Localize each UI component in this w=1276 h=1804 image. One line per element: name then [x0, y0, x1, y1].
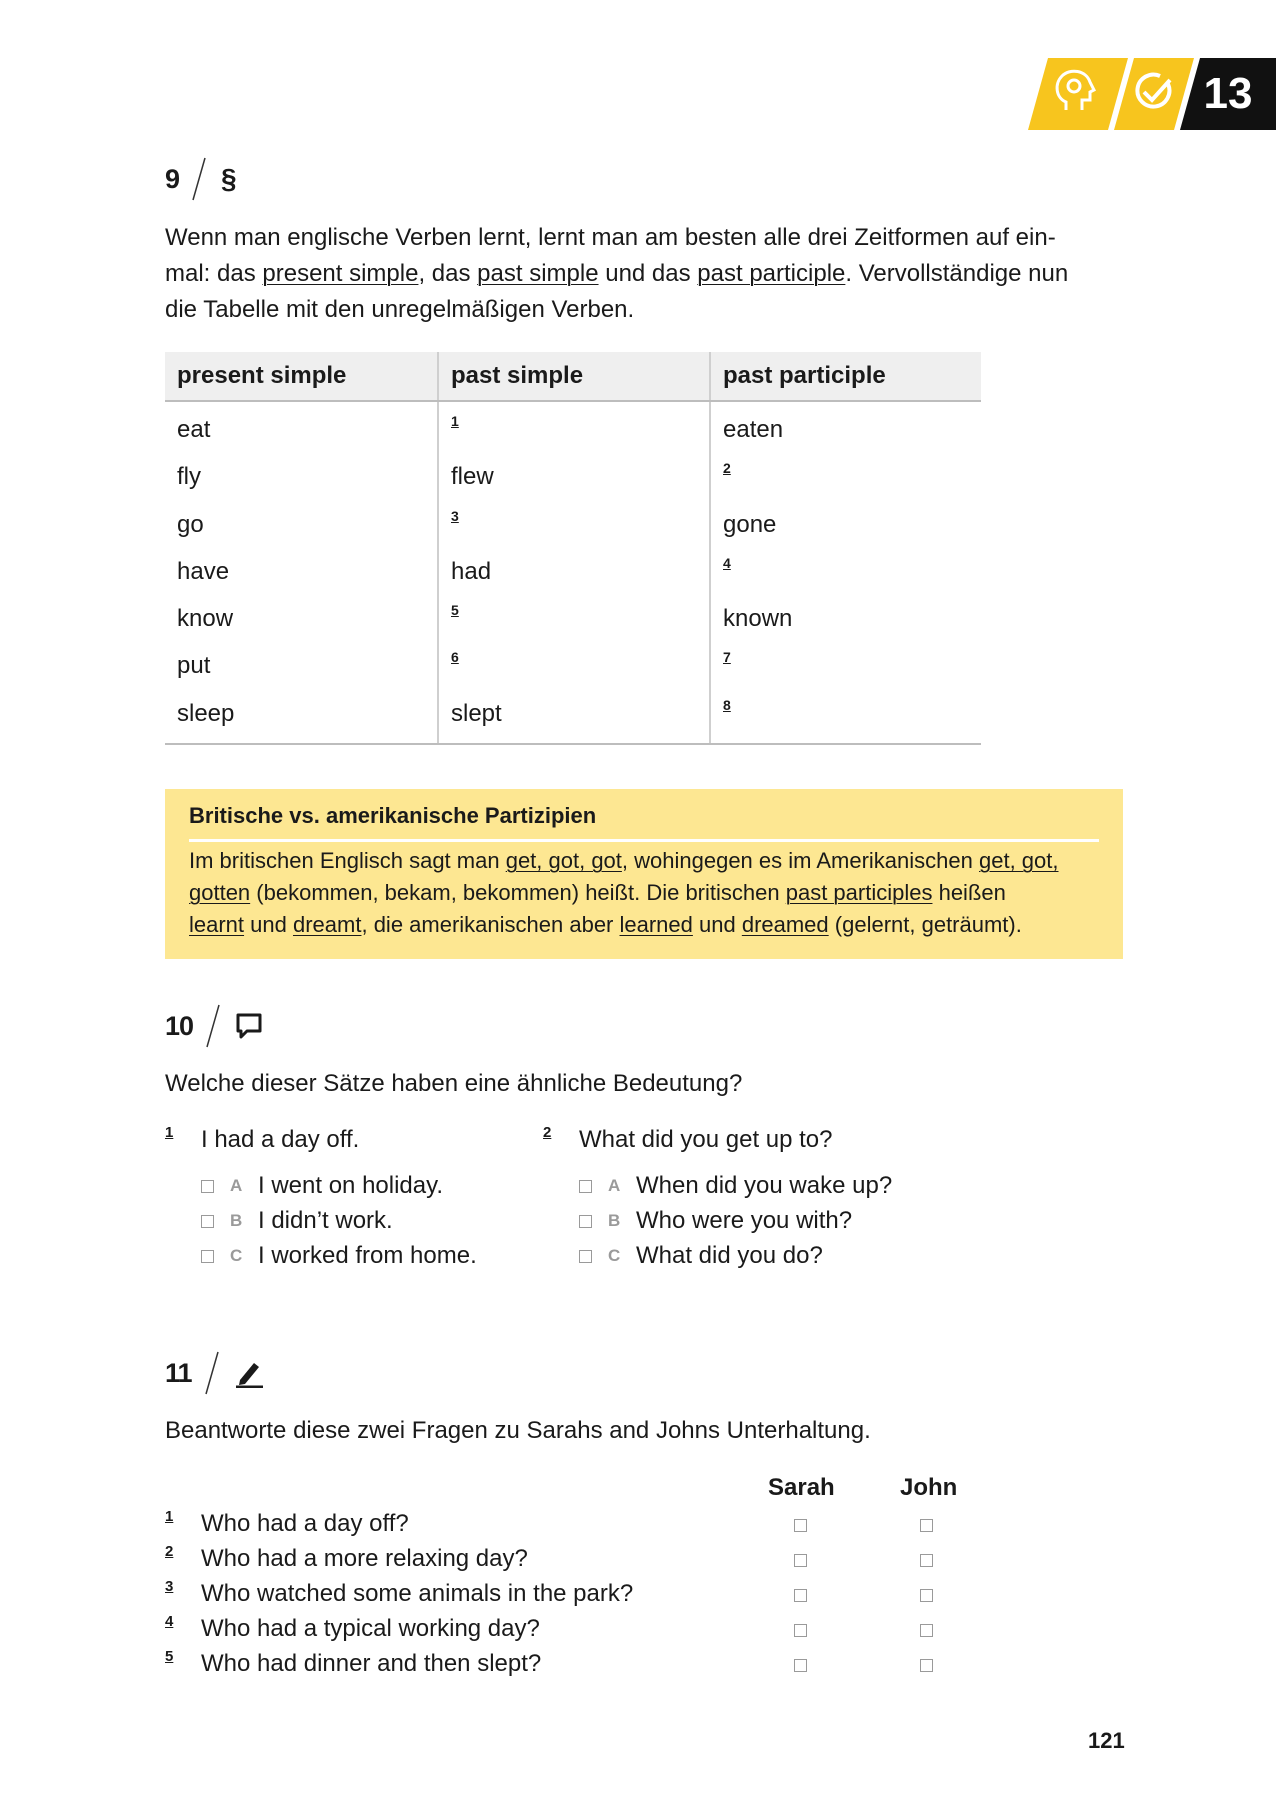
checkbox-john-4[interactable] [920, 1624, 933, 1637]
checkbox-john-2[interactable] [920, 1554, 933, 1567]
question-row: 4 Who had a typical working day? [165, 1613, 540, 1642]
info-box [165, 789, 1123, 959]
exercise-number: 11 [165, 1357, 192, 1388]
answer-gap[interactable]: 4 [723, 554, 731, 571]
pencil-icon [234, 1358, 264, 1388]
checkbox-sarah-1[interactable] [794, 1519, 807, 1532]
exercise-10-prompt: Welche dieser Sätze haben eine ähnliche Bedeutung? [165, 1070, 743, 1097]
answer-gap[interactable]: 2 [723, 460, 731, 477]
page-number: 121 [1088, 1728, 1125, 1753]
question-2: 2 What did you get up to? [543, 1124, 833, 1153]
table-cell: eat [177, 416, 211, 443]
table-cell: flew [451, 463, 494, 491]
question-row: 2 Who had a more relaxing day? [165, 1543, 528, 1572]
exercise-11-prompt: Beantworte diese zwei Fragen zu Sarahs and Johns Unterhaltung. [165, 1417, 871, 1444]
column-sarah: Sarah [768, 1474, 835, 1501]
table-cell: put [177, 652, 211, 680]
option-1b[interactable]: B I didn’t work. [201, 1207, 393, 1235]
answer-gap[interactable]: 8 [723, 696, 731, 713]
info-text: Im britischen Englisch sagt man get, got, got, wohingegen es im Amerikanischen get, got, gotten (bekommen, bekam, bekommen) heißt. Die britischen past participles heißen learnt und dreamt, die amerikanischen aber learned und dreamed (gelernt, geträumt). [189, 848, 1059, 937]
option-1c[interactable]: C I worked from home. [201, 1242, 477, 1270]
column-john: John [900, 1474, 958, 1501]
table-header [165, 352, 981, 402]
option-2c[interactable]: C What did you do? [579, 1242, 823, 1270]
header-past-simple: past simple [437, 352, 709, 400]
column-present-simple [165, 402, 437, 743]
exercise-number: 10 [165, 1010, 194, 1041]
checkbox[interactable] [579, 1180, 592, 1193]
table-cell: fly [177, 463, 201, 491]
slash-divider [205, 1003, 221, 1049]
checkbox[interactable] [579, 1250, 592, 1263]
exercise-number: 9 [165, 163, 180, 194]
answer-gap[interactable]: 6 [451, 649, 459, 666]
slash-divider [204, 1350, 220, 1396]
checkbox-john-1[interactable] [920, 1519, 933, 1532]
answer-gap[interactable]: 1 [451, 413, 459, 429]
table-cell: eaten [723, 416, 784, 443]
intro-line: die Tabelle mit den unregelmäßigen Verben. [165, 296, 635, 323]
table-cell: slept [451, 699, 502, 727]
answer-gap[interactable]: 7 [723, 649, 731, 666]
question-row: 3 Who watched some animals in the park? [165, 1578, 634, 1607]
info-divider [189, 839, 1099, 842]
verb-table [165, 352, 981, 745]
question-row: 1 Who had a day off? [165, 1508, 409, 1537]
table-cell: have [177, 557, 230, 585]
checkbox-sarah-4[interactable] [794, 1624, 807, 1637]
header-past-participle: past participle [709, 352, 981, 400]
question-row: 5 Who had dinner and then slept? [165, 1648, 542, 1677]
table-cell: had [451, 557, 492, 585]
exercise-10-heading [165, 1001, 263, 1051]
exercise-9-heading [165, 154, 237, 204]
intro-line: Wenn man englische Verben lernt, lernt man am besten alle drei Zeitformen auf ein- [165, 224, 1056, 251]
option-1a[interactable]: A I went on holiday. [201, 1172, 443, 1200]
intro-line: mal: das present simple, das past simple und das past participle. Vervollständige nun [165, 260, 1069, 287]
exercise-11-heading [165, 1348, 264, 1398]
chapter-number: 13 [1203, 69, 1253, 118]
table-cell: know [177, 605, 234, 633]
question-1: 1 I had a day off. [165, 1124, 360, 1153]
checkbox-sarah-3[interactable] [794, 1589, 807, 1602]
checkbox[interactable] [201, 1215, 214, 1228]
table-cell: gone [723, 510, 777, 538]
info-title: Britische vs. amerikanische Partizipien [189, 803, 597, 828]
table-cell: known [723, 605, 793, 633]
checkbox[interactable] [201, 1250, 214, 1263]
header-present-simple: present simple [177, 362, 347, 389]
table-cell: go [177, 510, 204, 538]
exercise-9-intro [165, 220, 1125, 328]
checkbox-john-5[interactable] [920, 1659, 933, 1672]
column-past-simple [437, 402, 709, 743]
table-cell: sleep [177, 699, 235, 727]
checkbox[interactable] [201, 1180, 214, 1193]
paragraph-icon: § [221, 163, 237, 194]
answer-gap[interactable]: 5 [451, 602, 459, 619]
slash-divider [191, 156, 207, 202]
checkbox-sarah-2[interactable] [794, 1554, 807, 1567]
checkbox-john-3[interactable] [920, 1589, 933, 1602]
option-2a[interactable]: A When did you wake up? [579, 1172, 892, 1200]
answer-gap[interactable]: 3 [451, 507, 459, 524]
speech-bubble-icon [235, 1012, 263, 1040]
checkbox[interactable] [579, 1215, 592, 1228]
option-2b[interactable]: B Who were you with? [579, 1207, 852, 1235]
column-past-participle [709, 402, 981, 743]
checkbox-sarah-5[interactable] [794, 1659, 807, 1672]
